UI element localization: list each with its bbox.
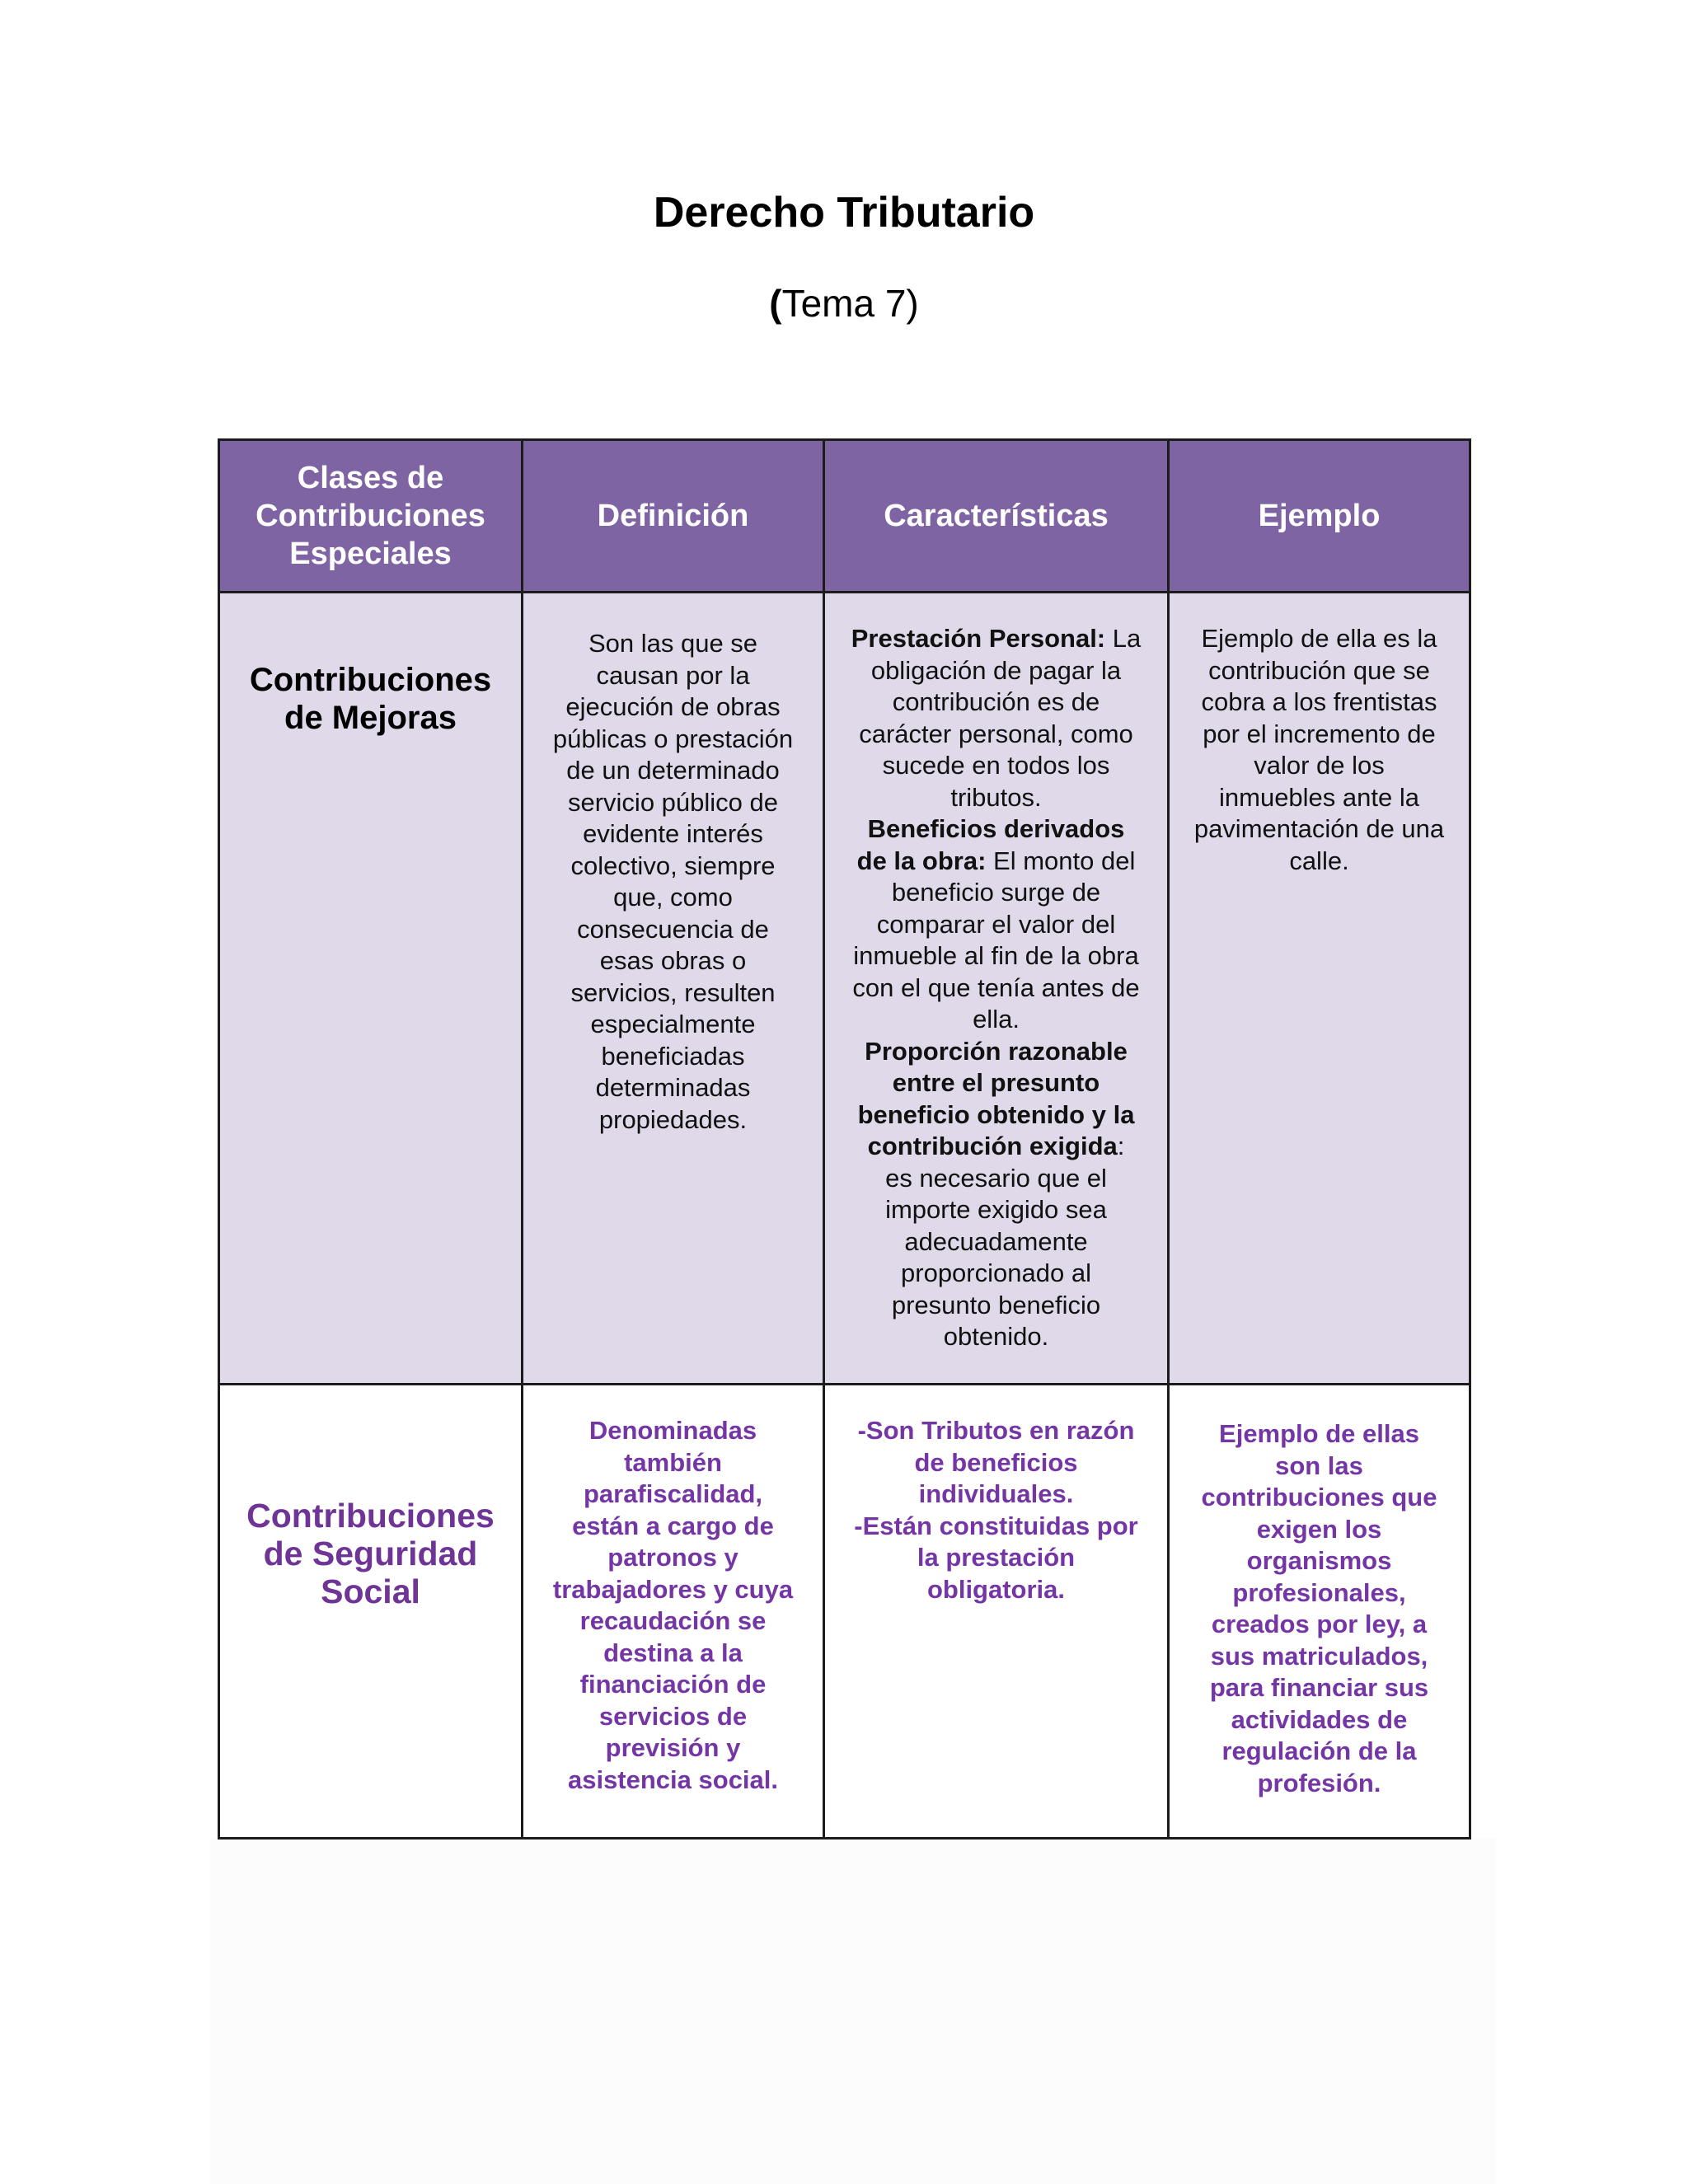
car-line: sucede en todos los bbox=[882, 751, 1110, 780]
cell-seguridad-definicion bbox=[523, 1385, 824, 1839]
car-line: comparar el valor del bbox=[876, 909, 1116, 939]
seguridad-definicion-text bbox=[523, 1385, 823, 1796]
car-line: tributos. bbox=[950, 782, 1042, 812]
mejoras-caracteristicas-text bbox=[825, 593, 1167, 1353]
car-line bbox=[840, 623, 1152, 655]
ejemplo-line: contribución que se bbox=[1208, 655, 1430, 685]
ejemplo-line: Ejemplo de ella es la bbox=[1201, 624, 1437, 653]
car-line: proporcionado al bbox=[901, 1258, 1091, 1287]
definicion-line: evidente interés bbox=[583, 819, 763, 848]
table-row-mejoras bbox=[219, 593, 1470, 1385]
seguridad-ejemplo-line: profesionales, bbox=[1232, 1577, 1406, 1607]
car-line: ella. bbox=[973, 1005, 1020, 1033]
car-line: presunto beneficio bbox=[891, 1290, 1101, 1319]
subtitle-open-paren: ( bbox=[769, 282, 782, 325]
seguridad-caracteristicas-line: obligatoria. bbox=[926, 1574, 1066, 1604]
ejemplo-line: valor de los bbox=[1254, 751, 1385, 780]
definicion-line: colectivo, siempre bbox=[570, 851, 776, 880]
car-proporcion-label bbox=[840, 1036, 1152, 1068]
seguridad-definicion-line: asistencia social. bbox=[567, 1765, 779, 1794]
car-line bbox=[840, 846, 1152, 878]
seguridad-caracteristicas-text bbox=[825, 1385, 1167, 1605]
header-caracteristicas: Características bbox=[824, 440, 1169, 593]
car-line: beneficio surge de bbox=[891, 878, 1101, 907]
seguridad-ejemplo-line: organismos bbox=[1246, 1546, 1392, 1575]
car-line: obtenido. bbox=[943, 1322, 1049, 1351]
car-proporcion-text: Proporción razonable bbox=[865, 1036, 1128, 1066]
car-line: importe exigido sea bbox=[885, 1195, 1107, 1224]
seguridad-definicion-line: recaudación se bbox=[579, 1606, 767, 1635]
seguridad-definicion-line: también bbox=[624, 1447, 722, 1477]
seguridad-definicion-line: previsión y bbox=[605, 1733, 741, 1762]
definicion-line: de un determinado bbox=[566, 756, 780, 785]
table-header-row bbox=[219, 440, 1470, 593]
mejoras-ejemplo-text bbox=[1170, 593, 1469, 877]
seguridad-caracteristicas-line: la prestación bbox=[917, 1543, 1076, 1572]
header-clases-line: Contribuciones bbox=[256, 499, 485, 533]
car-proporcion-label bbox=[840, 1099, 1152, 1132]
car-beneficios-label: Beneficios derivados bbox=[867, 814, 1125, 843]
definicion-line: esas obras o bbox=[599, 946, 747, 975]
seguridad-ejemplo-text bbox=[1170, 1385, 1469, 1799]
seguridad-definicion-line: trabajadores y cuya bbox=[552, 1574, 794, 1604]
car-line: obligación de pagar la bbox=[870, 655, 1122, 685]
seguridad-ejemplo-line: Ejemplo de ellas bbox=[1219, 1419, 1419, 1448]
header-clases bbox=[219, 440, 523, 593]
definicion-line: beneficiadas bbox=[601, 1041, 745, 1071]
ejemplo-line: por el incremento de bbox=[1203, 719, 1436, 748]
cell-mejoras-definicion bbox=[523, 593, 824, 1385]
seguridad-caracteristicas-line: -Son Tributos en razón bbox=[857, 1416, 1135, 1445]
mejoras-title-line: de Mejoras bbox=[284, 700, 457, 736]
definicion-line: consecuencia de bbox=[577, 914, 769, 944]
contributions-table bbox=[218, 438, 1471, 1840]
seguridad-definicion-line: servicios de bbox=[598, 1701, 748, 1731]
document-subtitle bbox=[0, 280, 1688, 326]
seguridad-title-line: Social bbox=[321, 1572, 420, 1610]
mejoras-title bbox=[220, 593, 521, 737]
seguridad-definicion-line: financiación de bbox=[579, 1670, 767, 1699]
seguridad-ejemplo-line: exigen los bbox=[1256, 1514, 1382, 1544]
ejemplo-line: calle. bbox=[1289, 846, 1349, 875]
definicion-line: determinadas bbox=[595, 1073, 751, 1102]
header-ejemplo: Ejemplo bbox=[1169, 440, 1470, 593]
cell-mejoras-caracteristicas bbox=[824, 593, 1169, 1385]
definicion-line: que, como bbox=[613, 883, 733, 912]
car-colon: : bbox=[1117, 1132, 1125, 1160]
definicion-line: públicas o prestación bbox=[552, 724, 794, 753]
cell-seguridad-ejemplo bbox=[1169, 1385, 1470, 1839]
seguridad-ejemplo-line: para financiar sus bbox=[1209, 1673, 1429, 1702]
car-beneficios-label: de la obra: bbox=[856, 846, 987, 875]
page-lower-shade bbox=[210, 1838, 1496, 2184]
definicion-line: propiedades. bbox=[598, 1104, 748, 1134]
cell-seguridad-caracteristicas bbox=[824, 1385, 1169, 1839]
car-line: es necesario que el bbox=[885, 1163, 1107, 1193]
seguridad-definicion-line: patronos y bbox=[607, 1543, 738, 1572]
cell-seguridad-title bbox=[219, 1385, 523, 1839]
car-line: inmueble al fin de la obra bbox=[853, 941, 1139, 970]
cell-mejoras-title bbox=[219, 593, 523, 1385]
definicion-line: servicio público de bbox=[567, 787, 779, 817]
car-text: La bbox=[1105, 624, 1142, 653]
seguridad-definicion-line: Denominadas bbox=[588, 1416, 757, 1445]
car-proporcion-text: entre el presunto bbox=[892, 1068, 1100, 1097]
definicion-line: ejecución de obras bbox=[565, 692, 781, 721]
seguridad-definicion-line: destina a la bbox=[603, 1638, 743, 1667]
seguridad-ejemplo-line: sus matriculados, bbox=[1210, 1641, 1428, 1671]
seguridad-ejemplo-line: contribuciones que bbox=[1201, 1483, 1437, 1511]
seguridad-definicion-line: están a cargo de bbox=[572, 1511, 774, 1540]
definicion-line: Son las que se bbox=[588, 629, 758, 658]
seguridad-title bbox=[220, 1385, 521, 1610]
mejoras-title-line: Contribuciones bbox=[249, 662, 492, 698]
header-definicion: Definición bbox=[523, 440, 824, 593]
car-proporcion-text: beneficio obtenido y la bbox=[857, 1099, 1135, 1129]
car-line: adecuadamente bbox=[904, 1226, 1088, 1256]
document-title: Derecho Tributario bbox=[653, 189, 1035, 237]
ejemplo-line: inmuebles ante la bbox=[1219, 782, 1419, 812]
car-proporcion-text: contribución exigida bbox=[867, 1132, 1118, 1160]
table-row-seguridad-social bbox=[219, 1385, 1470, 1839]
definicion-line: especialmente bbox=[590, 1010, 756, 1038]
seguridad-caracteristicas-line: -Están constituidas por bbox=[854, 1511, 1138, 1540]
car-proporcion-label bbox=[840, 1131, 1152, 1163]
header-clases-line: Especiales bbox=[289, 537, 452, 571]
car-line: carácter personal, como bbox=[859, 719, 1133, 748]
seguridad-caracteristicas-line: de beneficios bbox=[914, 1447, 1078, 1477]
seguridad-title-line: de Seguridad bbox=[263, 1535, 478, 1572]
header-clases-line: Clases de bbox=[297, 461, 444, 495]
seguridad-caracteristicas-line: individuales. bbox=[918, 1479, 1074, 1508]
car-line: contribución es de bbox=[892, 687, 1100, 716]
car-prestacion-label: Prestación Personal: bbox=[851, 624, 1106, 653]
seguridad-title-line: Contribuciones bbox=[246, 1497, 495, 1535]
mejoras-definicion-text bbox=[523, 593, 823, 1136]
seguridad-ejemplo-line: son las bbox=[1275, 1451, 1363, 1480]
definicion-line: causan por la bbox=[596, 660, 750, 690]
definicion-line: servicios, resulten bbox=[570, 977, 776, 1007]
cell-mejoras-ejemplo bbox=[1169, 593, 1470, 1385]
seguridad-ejemplo-line: profesión. bbox=[1257, 1768, 1381, 1797]
seguridad-ejemplo-line: actividades de bbox=[1231, 1704, 1408, 1734]
seguridad-ejemplo-line: creados por ley, a bbox=[1211, 1610, 1428, 1638]
car-proporcion-label bbox=[840, 1067, 1152, 1099]
seguridad-definicion-line: parafiscalidad, bbox=[583, 1479, 763, 1508]
seguridad-ejemplo-line: regulación de la bbox=[1221, 1736, 1417, 1765]
car-line: con el que tenía antes de bbox=[852, 972, 1140, 1002]
car-text: El monto del bbox=[986, 846, 1136, 875]
subtitle-topic: Tema 7) bbox=[781, 282, 919, 325]
ejemplo-line: pavimentación de una bbox=[1193, 814, 1445, 843]
ejemplo-line: cobra a los frentistas bbox=[1201, 687, 1437, 716]
